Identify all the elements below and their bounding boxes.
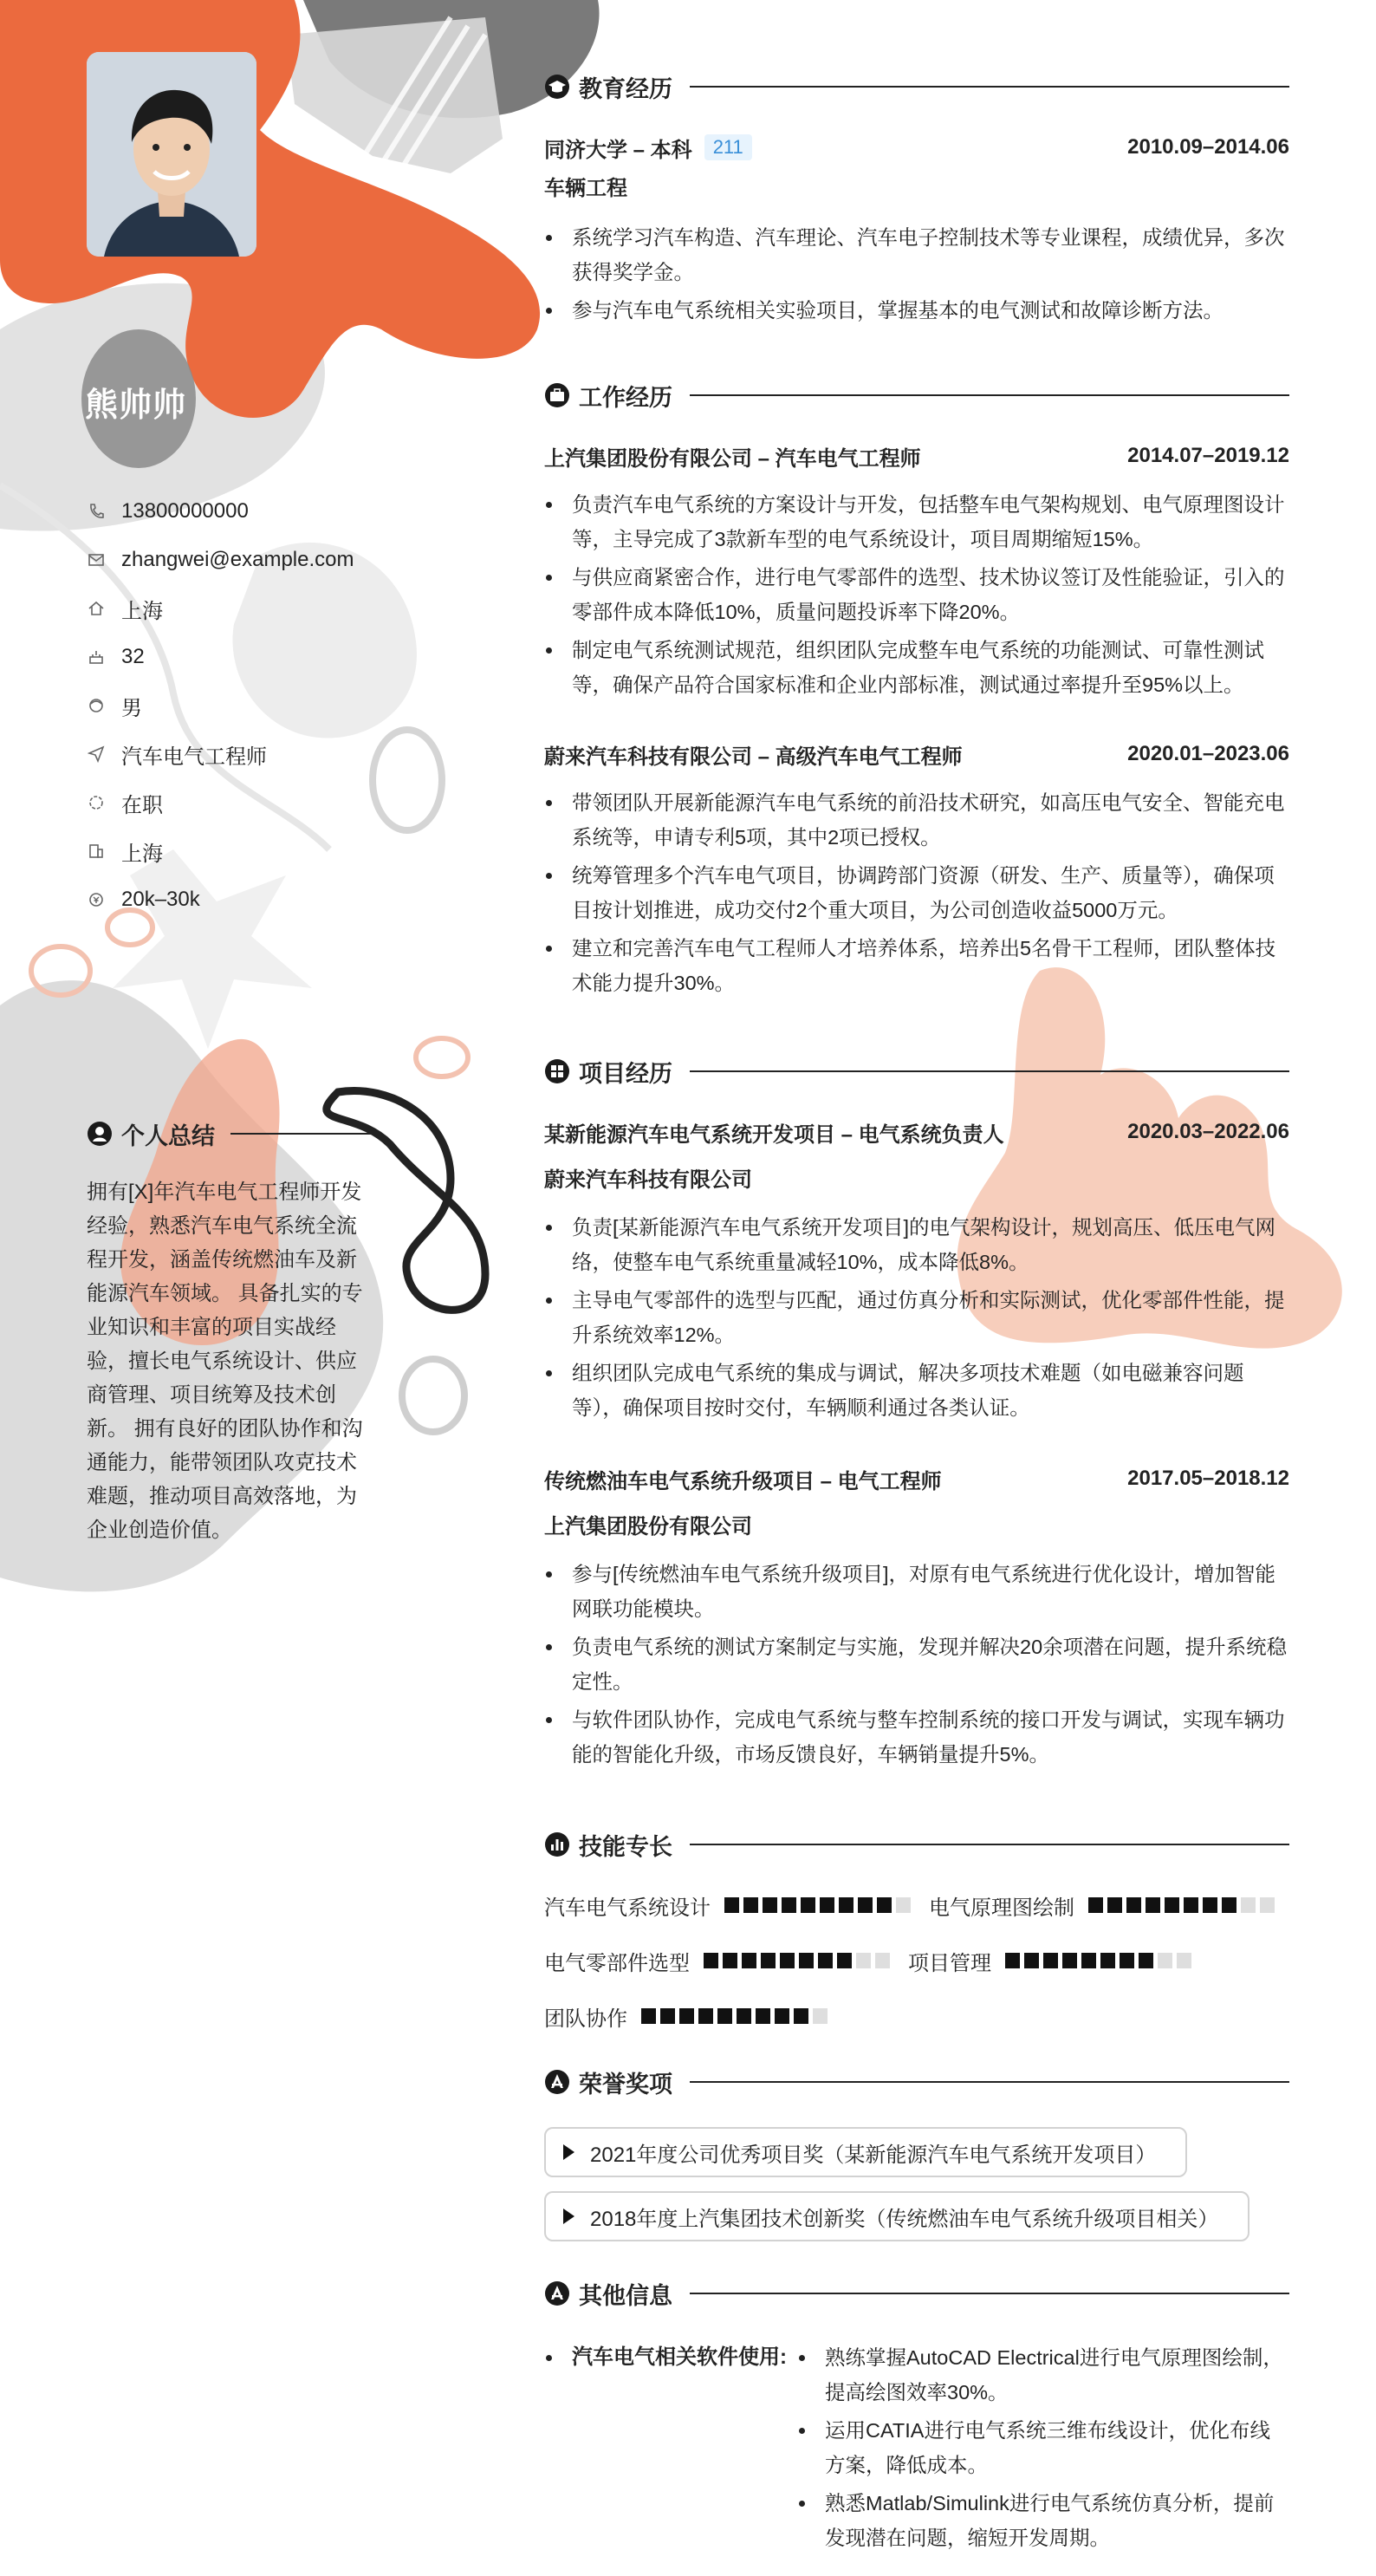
project-bullets [544, 1210, 1289, 1428]
contact-home-value: 上海 [121, 599, 163, 623]
projects-header [544, 1054, 1289, 1089]
skill-dot-filled [1139, 1953, 1153, 1968]
skill-dot-empty [896, 1897, 911, 1913]
work-title: 工作经历 [579, 384, 672, 411]
contact-city-value: 上海 [121, 842, 163, 866]
summary-header [87, 1116, 374, 1151]
skill-dot-filled [801, 1897, 815, 1913]
projects-divider [690, 1070, 1289, 1072]
skill-dot-filled [858, 1897, 873, 1913]
project-entry-header [544, 1463, 1289, 1494]
skill-dot-filled [1222, 1897, 1236, 1913]
skill-dot-filled [763, 1897, 777, 1913]
skill-dot-empty [856, 1953, 871, 1968]
user-circle-icon [87, 1121, 113, 1147]
education-major: 车辆工程 [544, 177, 627, 200]
skill-dot-filled [818, 1953, 833, 1968]
skill-dot-filled [1100, 1953, 1115, 1968]
contact-age [87, 633, 451, 681]
mail-icon [87, 550, 106, 569]
skill-dot-empty [875, 1953, 890, 1968]
contact-home [87, 584, 451, 633]
job-bullets [544, 785, 1289, 1004]
skill-level-dots [724, 1897, 915, 1913]
job-date: 2014.07–2019.12 [1127, 444, 1289, 467]
job-bullets [544, 487, 1289, 706]
list-item: 建立和完善汽车电气工程师人才培养体系，培养出5名骨干工程师，团队整体技术能力提升30%。 [544, 931, 1289, 1000]
award-label: 2021年度公司优秀项目奖（某新能源汽车电气系统开发项目） [590, 2143, 1157, 2167]
contact-list [87, 487, 451, 924]
education-school: 同济大学 – 本科 [544, 138, 692, 162]
list-item: 与软件团队协作，完成电气系统与整车控制系统的接口开发与调试，实现车辆功能的智能化升级，市场反馈良好，车辆销量提升5%。 [544, 1702, 1289, 1772]
contact-status [87, 778, 451, 827]
list-item: 主导电气零部件的选型与匹配，通过仿真分析和实际测试，优化零部件性能，提升系统效率12%。 [544, 1283, 1289, 1352]
education-title: 教育经历 [579, 75, 672, 102]
skill-item [908, 1946, 1196, 1976]
contact-phone [87, 487, 451, 536]
job-date: 2020.01–2023.06 [1127, 742, 1289, 765]
skill-dot-filled [761, 1953, 776, 1968]
skill-dot-filled [1107, 1897, 1122, 1913]
list-item: 制定电气系统测试规范，组织团队完成整车电气系统的功能测试、可靠性测试等，确保产品符合国家标准和企业内部标准，测试通过率提升至95%以上。 [544, 633, 1289, 702]
skill-level-dots [641, 2008, 832, 2024]
skill-item [544, 2001, 832, 2032]
education-entry-header [544, 132, 1289, 163]
info-icon [544, 2280, 570, 2306]
skill-dot-filled [1184, 1897, 1198, 1913]
skill-dot-filled [737, 2008, 751, 2024]
skill-dot-filled [782, 1897, 796, 1913]
skill-item [929, 1890, 1279, 1921]
caret-right-icon [563, 2144, 574, 2160]
skill-dot-empty [1260, 1897, 1275, 1913]
profile-photo [87, 52, 256, 257]
skill-row [544, 1945, 1210, 1976]
contact-phone-value[interactable]: 13800000000 [121, 499, 249, 523]
skill-name: 团队协作 [544, 2007, 627, 2031]
honors-divider [690, 2081, 1289, 2083]
skill-dot-filled [1165, 1897, 1179, 1913]
skill-level-dots [1005, 1953, 1196, 1968]
salary-icon [87, 890, 106, 909]
skill-dot-filled [660, 2008, 675, 2024]
other-divider [690, 2293, 1289, 2294]
list-item: 熟练掌握AutoCAD Electrical进行电气原理图绘制，提高绘图效率30%。 [797, 2340, 1289, 2410]
grid-icon [544, 1058, 570, 1084]
skill-dot-filled [717, 2008, 732, 2024]
skills-divider [690, 1844, 1289, 1845]
project-org: 上汽集团股份有限公司 [544, 1515, 752, 1538]
projects-title: 项目经历 [579, 1060, 672, 1087]
skill-dot-filled [704, 1953, 718, 1968]
skill-dot-empty [1177, 1953, 1191, 1968]
skill-dot-empty [813, 2008, 828, 2024]
caret-right-icon [563, 2208, 574, 2224]
list-item: 参与[传统燃油车电气系统升级项目]，对原有电气系统进行优化设计，增加智能网联功能模块。 [544, 1557, 1289, 1626]
avatar-illustration [87, 52, 256, 257]
contact-salary [87, 875, 451, 924]
other-list [797, 2340, 1289, 2559]
job-entry-header [544, 738, 1289, 770]
education-divider [690, 86, 1289, 88]
building-icon [87, 842, 106, 861]
skill-name: 电气零部件选型 [544, 1951, 690, 1975]
project-bullets [544, 1557, 1289, 1775]
contact-salary-value: 20k–30k [121, 888, 200, 911]
list-item: 与供应商紧密合作，进行电气零部件的选型、技术协议签订及性能验证，引入的零部件成本降低10%，质量问题投诉率下降20%。 [544, 560, 1289, 629]
education-date: 2010.09–2014.06 [1127, 135, 1289, 159]
skill-dot-filled [1043, 1953, 1058, 1968]
cake-icon [87, 647, 106, 667]
education-header [544, 69, 1289, 104]
honors-title: 荣誉奖项 [579, 2071, 672, 2098]
honors-header [544, 2065, 1289, 2099]
skill-item [544, 1890, 915, 1921]
skill-dot-filled [1005, 1953, 1020, 1968]
project-date: 2020.03–2022.06 [1127, 1120, 1289, 1143]
skill-dot-filled [1062, 1953, 1077, 1968]
award-item[interactable] [544, 2191, 1249, 2241]
skill-row [544, 2000, 846, 2032]
skill-name: 电气原理图绘制 [929, 1896, 1074, 1920]
list-item: 负责汽车电气系统的方案设计与开发，包括整车电气架构规划、电气原理图设计等，主导完成了3款新车型的电气系统设计，项目周期缩短15%。 [544, 487, 1289, 556]
contact-city [87, 827, 451, 875]
work-divider [690, 394, 1289, 396]
other-title: 其他信息 [579, 2282, 672, 2309]
bar-chart-icon [544, 1831, 570, 1857]
contact-email-value[interactable]: zhangwei@example.com [121, 548, 354, 571]
home-icon [87, 599, 106, 618]
summary-text: 拥有[X]年汽车电气工程师开发经验，熟悉汽车电气系统全流程开发，涵盖传统燃油车及新能源汽车领域。 具备扎实的专业知识和丰富的项目实战经验，擅长电气系统设计、供应商管理、项目统筹及技术创新。 拥有良好的团队协作和沟通能力，能带领团队攻克技术难题，推动项目高效落地，为企业创造价值。 [87, 1181, 363, 1542]
skill-dot-filled [1088, 1897, 1103, 1913]
list-item: 系统学习汽车构造、汽车理论、汽车电子控制技术等专业课程，成绩优异，多次获得奖学金。 [544, 220, 1289, 289]
skill-dot-filled [1203, 1897, 1217, 1913]
summary-divider [230, 1133, 374, 1135]
skill-dot-filled [724, 1897, 739, 1913]
skill-dot-filled [837, 1953, 852, 1968]
project-org: 蔚来汽车科技有限公司 [544, 1168, 752, 1192]
skill-dot-filled [742, 1953, 756, 1968]
contact-status-value: 在职 [121, 793, 163, 817]
summary-title: 个人总结 [121, 1122, 215, 1149]
send-icon [87, 745, 106, 764]
contact-age-value: 32 [121, 645, 145, 668]
skill-dot-filled [794, 2008, 808, 2024]
skill-dot-filled [877, 1897, 892, 1913]
skill-item [544, 1946, 894, 1976]
skill-row [544, 1890, 1293, 1921]
status-icon [87, 793, 106, 812]
list-item: 负责电气系统的测试方案制定与实施，发现并解决20余项潜在问题，提升系统稳定性。 [544, 1630, 1289, 1699]
skill-dot-filled [780, 1953, 795, 1968]
skill-name: 汽车电气系统设计 [544, 1896, 711, 1920]
skill-dot-filled [1081, 1953, 1096, 1968]
list-item: 统筹管理多个汽车电气项目，协调跨部门资源（研发、生产、质量等），确保项目按计划推进，成功交付2个重大项目，为公司创造收益5000万元。 [544, 858, 1289, 927]
skill-dot-filled [723, 1953, 737, 1968]
skill-dot-filled [839, 1897, 854, 1913]
skill-name: 项目管理 [908, 1951, 991, 1975]
list-item: 参与汽车电气系统相关实验项目，掌握基本的电气测试和故障诊断方法。 [544, 293, 1289, 328]
briefcase-icon [544, 382, 570, 408]
contact-position-value: 汽车电气工程师 [121, 745, 267, 769]
skill-dot-empty [1241, 1897, 1256, 1913]
profile-name: 熊帅帅 [85, 387, 187, 424]
award-item[interactable] [544, 2127, 1187, 2177]
skill-dot-filled [799, 1953, 814, 1968]
skill-dot-empty [1158, 1953, 1172, 1968]
job-company: 上汽集团股份有限公司 – 汽车电气工程师 [544, 446, 921, 471]
contact-email [87, 536, 451, 584]
skill-dot-filled [698, 2008, 713, 2024]
list-item: 负责[某新能源汽车电气系统开发项目]的电气架构设计，规划高压、低压电气网络，使整车电气系统重量减轻10%，成本降低8%。 [544, 1210, 1289, 1279]
skill-dot-filled [1024, 1953, 1039, 1968]
list-item: 组织团队完成电气系统的集成与调试，解决多项技术难题（如电磁兼容问题等），确保项目按时交付，车辆顺利通过各类认证。 [544, 1356, 1289, 1425]
job-company: 蔚来汽车科技有限公司 – 高级汽车电气工程师 [544, 745, 963, 769]
skill-dot-filled [1120, 1953, 1134, 1968]
phone-icon [87, 502, 106, 521]
skill-dot-filled [775, 2008, 789, 2024]
school-tag-badge: 211 [704, 134, 752, 160]
skill-dot-filled [743, 1897, 758, 1913]
project-name: 传统燃油车电气系统升级项目 – 电气工程师 [544, 1469, 942, 1493]
project-name: 某新能源汽车电气系统开发项目 – 电气系统负责人 [544, 1122, 1004, 1147]
skill-level-dots [704, 1953, 894, 1968]
skill-dot-filled [756, 2008, 770, 2024]
contact-gender [87, 681, 451, 730]
education-bullets [544, 220, 1289, 331]
skills-title: 技能专长 [579, 1833, 672, 1860]
skill-dot-filled [1146, 1897, 1160, 1913]
skill-dot-filled [820, 1897, 834, 1913]
award-icon [544, 2069, 570, 2095]
skill-dot-filled [679, 2008, 694, 2024]
other-label: 汽车电气相关软件使用: [544, 2340, 823, 2375]
list-item: 熟悉Matlab/Simulink进行电气系统仿真分析，提前发现潜在问题，缩短开发周期。 [797, 2486, 1289, 2555]
skill-dot-filled [1126, 1897, 1141, 1913]
gender-icon [87, 696, 106, 715]
list-item: 带领团队开展新能源汽车电气系统的前沿技术研究，如高压电气安全、智能充电系统等，申请专利5项，其中2项已授权。 [544, 785, 1289, 855]
job-entry-header [544, 440, 1289, 472]
project-entry-header [544, 1116, 1289, 1148]
skill-level-dots [1088, 1897, 1279, 1913]
work-header [544, 378, 1289, 413]
other-header [544, 2276, 1289, 2311]
list-item: 运用CATIA进行电气系统三维布线设计，优化布线方案，降低成本。 [797, 2413, 1289, 2482]
contact-gender-value: 男 [121, 696, 142, 720]
award-label: 2018年度上汽集团技术创新奖（传统燃油车电气系统升级项目相关） [590, 2207, 1219, 2231]
skills-header [544, 1827, 1289, 1862]
contact-position [87, 730, 451, 778]
graduation-cap-icon [544, 74, 570, 100]
project-date: 2017.05–2018.12 [1127, 1467, 1289, 1490]
skill-dot-filled [641, 2008, 656, 2024]
